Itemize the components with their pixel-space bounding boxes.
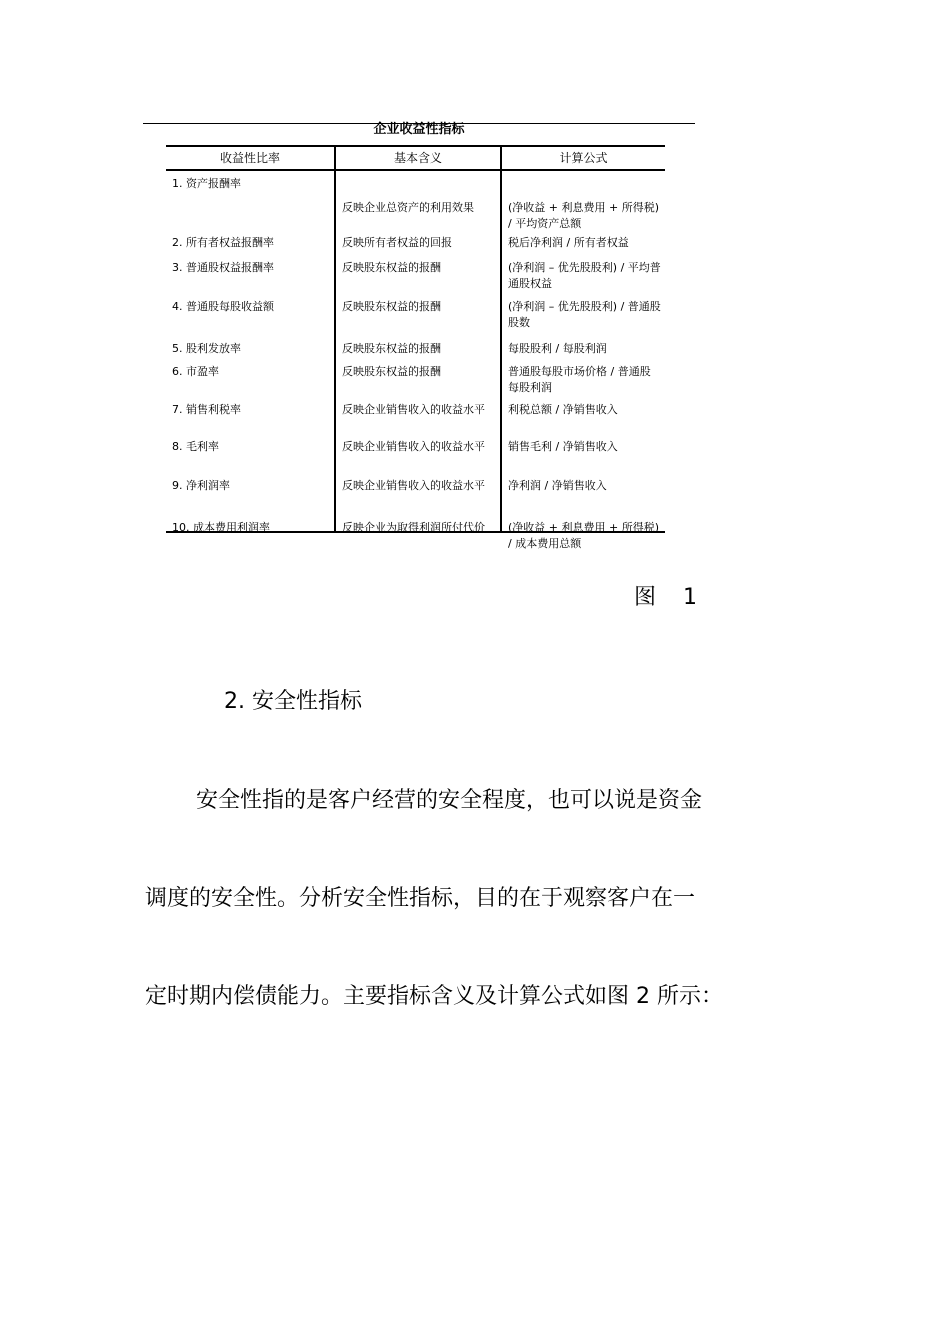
row-4-meaning: 反映股东权益的报酬 [342,300,441,313]
row-1-ratio: 1. 资产报酬率 [172,177,241,190]
row-3-formula: (净利润 – 优先股股利) / 平均普通股权益 [508,261,661,290]
row-5-ratio: 5. 股利发放率 [172,342,241,355]
header-formula: 计算公式 [500,147,665,169]
table-header-row [166,145,665,171]
row-1-formula: (净收益 + 利息费用 + 所得税) / 平均资产总额 [508,201,660,230]
row-7-ratio: 7. 销售利税率 [172,403,241,416]
row-3-meaning: 反映股东权益的报酬 [342,261,441,274]
row-6-meaning: 反映股东权益的报酬 [342,365,441,378]
row-10-meaning: 反映企业为取得利润所付代价 [342,521,485,534]
row-10-formula: (净收益 + 利息费用 + 所得税) / 成本费用总额 [508,521,660,550]
row-5-formula: 每股股利 / 每股利润 [508,342,607,355]
header-meaning: 基本含义 [334,147,500,169]
row-5-meaning: 反映股东权益的报酬 [342,342,441,355]
row-8-ratio: 8. 毛利率 [172,440,219,453]
figure-label: 图 1 [634,585,707,610]
row-10-ratio: 10. 成本费用利润率 [172,521,270,534]
row-4-ratio: 4. 普通股每股收益额 [172,300,274,313]
row-6-ratio: 6. 市盈率 [172,365,219,378]
formula-column [500,171,665,550]
paragraph-line-3: 定时期内偿债能力。主要指标含义及计算公式如图 2 所示： [145,984,723,1009]
row-6-formula: 普通股每股市场价格 / 普通股每股利润 [508,365,651,394]
paragraph-line-2: 调度的安全性。分析安全性指标，目的在于观察客户在一 [145,886,696,911]
row-8-meaning: 反映企业销售收入的收益水平 [342,440,485,453]
row-2-ratio: 2. 所有者权益报酬率 [172,236,274,249]
header-ratio: 收益性比率 [219,151,280,165]
row-3-ratio: 3. 普通股权益报酬率 [172,261,274,274]
paragraph-line-1: 安全性指的是客户经营的安全程度，也可以说是资金 [196,788,703,813]
table-title: 企业收益性指标 [373,122,465,137]
row-7-formula: 利税总额 / 净销售收入 [508,403,618,416]
ratio-column [166,171,334,534]
row-9-meaning: 反映企业销售收入的收益水平 [342,479,485,492]
table-body [166,171,665,550]
section-heading: 2. 安全性指标 [224,689,362,714]
row-8-formula: 销售毛利 / 净销售收入 [508,440,618,453]
row-2-meaning: 反映所有者权益的回报 [342,236,452,249]
row-1-meaning: 反映企业总资产的利用效果 [342,201,474,214]
row-4-formula: (净利润 – 优先股股利) / 普通股股数 [508,300,661,329]
meaning-column [334,171,500,534]
row-7-meaning: 反映企业销售收入的收益水平 [342,403,485,416]
row-9-formula: 净利润 / 净销售收入 [508,479,607,492]
row-2-formula: 税后净利润 / 所有者权益 [508,236,629,249]
row-9-ratio: 9. 净利润率 [172,479,230,492]
profitability-table [166,145,665,550]
